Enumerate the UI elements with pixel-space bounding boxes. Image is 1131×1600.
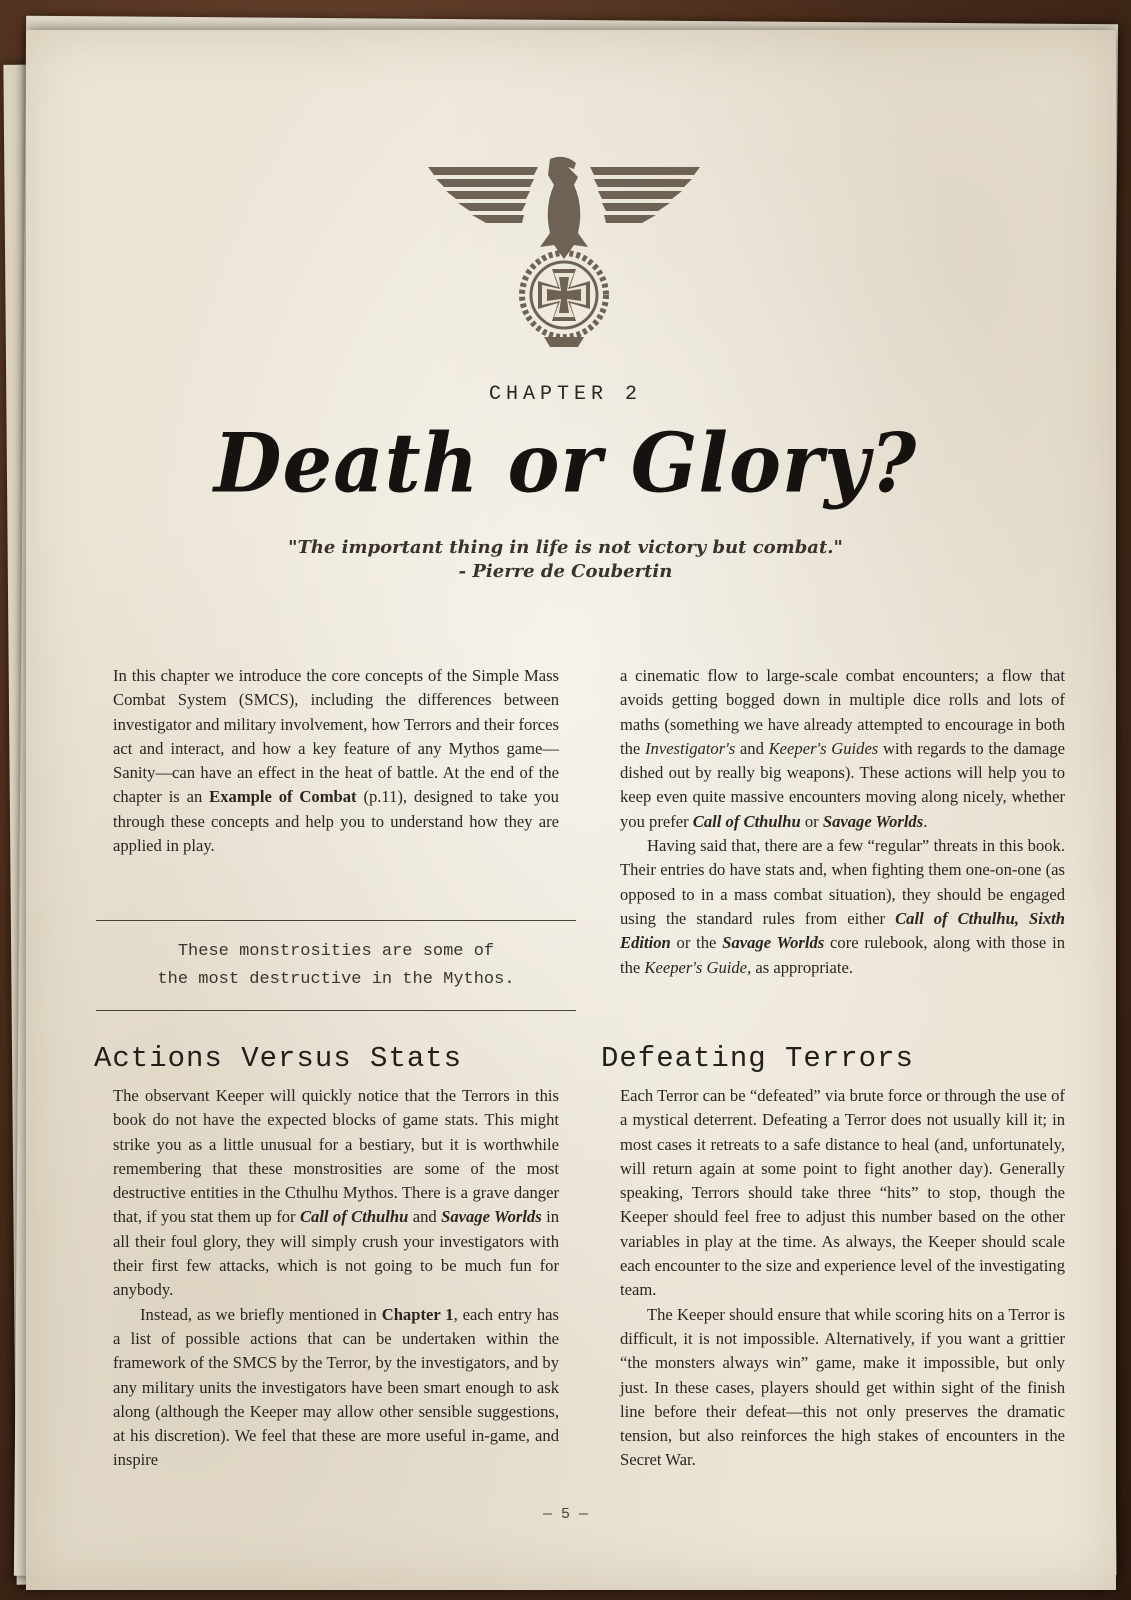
paragraph-keeper-should-ensure: The Keeper should ensure that while scoring hits on a Terror is difficult, it is not impossible. Alternatively, if you want a grittier “the monsters always win” game, make it impossible, but only just. In these cases, players should get within sight of the finish line before their defeat—this not only preserves the dramatic tension, but also reinforces the high stakes of encounters in the Secret War. bbox=[620, 1304, 1065, 1470]
section-heading-defeating-terrors: Defeating Terrors bbox=[601, 1042, 914, 1075]
epigraph bbox=[0, 536, 1131, 584]
right-column-top bbox=[620, 664, 1065, 980]
pull-quote-line-1: These monstrosities are some of bbox=[177, 942, 495, 961]
paragraph-regular-threats: Having said that, there are a few “regular” threats in this book. Their entries do have stats and, when fighting them one-on-one (as opposed to in a mass combat situation), they should be engaged using the standard rules from either Call of Cthulhu, Sixth Edition or the Savage Worlds core rulebook, along with those in the Keeper's Guide, as appropriate. bbox=[620, 836, 1066, 977]
paragraph-observant-keeper: The observant Keeper will quickly notice that the Terrors in this book do not have the expected blocks of game stats. This might strike you as a little unusual for a bestiary, but it is worthwhile remembering that these monstrosities are some of the most destructive entities in the Cthulhu Mythos. There is a grave danger that, if you stat them up for Call of Cthulhu and Savage Worlds in all their foul glory, they will simply crush your investigators with their first few attacks, which is not going to be much fun for anybody. bbox=[113, 1086, 560, 1300]
pull-quote-line-2: the most destructive in the Mythos. bbox=[157, 970, 515, 989]
chapter-title: Death or Glory? bbox=[213, 415, 918, 512]
chapter-label: CHAPTER 2 bbox=[488, 383, 643, 406]
epigraph-author: - Pierre de Coubertin bbox=[458, 561, 673, 582]
paragraph-cinematic-flow: a cinematic flow to large-scale combat encounters; a flow that avoids getting bogged down in multiple dice rolls and lots of maths (something we have already attempted to encourage in both the Investigator's and Keeper's Guides with regards to the damage dished out by really big weapons). These actions will help you to keep even quite massive encounters moving along nicely, whether you prefer Call of Cthulhu or Savage Worlds. bbox=[620, 666, 1065, 831]
intro-column bbox=[113, 664, 559, 858]
epigraph-quote: "The important thing in life is not victory but combat." bbox=[288, 537, 843, 558]
pull-quote bbox=[96, 920, 576, 1011]
actions-versus-stats-body bbox=[113, 1084, 559, 1473]
section-heading-actions-versus-stats: Actions Versus Stats bbox=[94, 1042, 463, 1075]
defeating-terrors-body bbox=[620, 1084, 1065, 1473]
paragraph-each-terror: Each Terror can be “defeated” via brute force or through the use of a mystical deterrent. Defeating a Terror does not usually kill it; in most cases it retreats to a safe distance to heal (and, unfortunately, will return again at some point to fight another day). Generally speaking, Terrors should take three “hits” to stop, though the Keeper should feel free to adjust this number based on the other variables in play at the time. As always, the Keeper should scale each encounter to the size and experience level of the investigating team. bbox=[620, 1086, 1065, 1300]
page-number: — 5 — bbox=[542, 1506, 588, 1523]
intro-paragraph: In this chapter we introduce the core concepts of the Simple Mass Combat System (SMCS), including the differences between investigator and military involvement, how Terrors and their forces act and interact, and how a key feature of any Mythos game—Sanity—can have an effect in the heat of battle. At the end of the chapter is an Example of Combat (p.11), designed to take you through these concepts and help you to understand how they are applied in play. bbox=[113, 666, 559, 856]
example-of-combat-ref: Example of Combat bbox=[209, 787, 357, 807]
eagle-iron-cross-emblem-icon bbox=[428, 155, 700, 355]
paragraph-instead: Instead, as we briefly mentioned in Chapter 1, each entry has a list of possible actions that can be undertaken within the framework of the SMCS by the Terror, by the investigators, and by any military units the investigators have been smart enough to ask along (although the Keeper may allow other sensible suggestions, at his discretion). We feel that these are more useful in-game, and inspire bbox=[113, 1304, 559, 1470]
